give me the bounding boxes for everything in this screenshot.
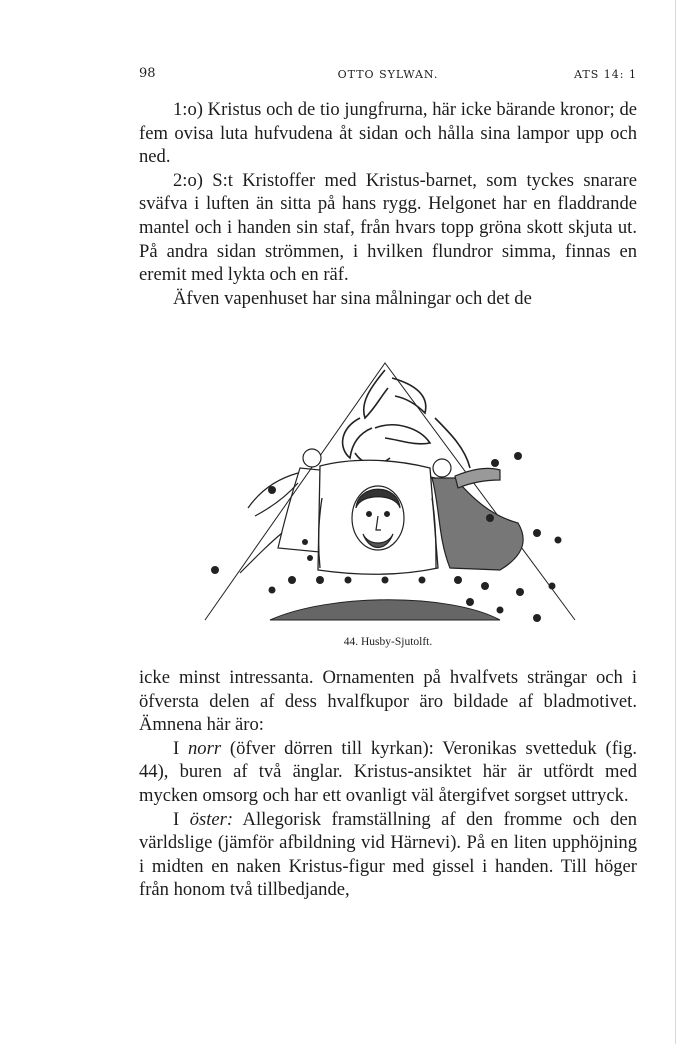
paragraph-6: [139, 808, 637, 902]
paragraph-3: Äfven vapenhuset har sina målningar och det de: [173, 287, 532, 309]
page-edge-line: [675, 0, 676, 1044]
paragraph-2: 2:o) S:t Kristoffer med Kristus-barnet, som tyckes snarare sväfva i luften än sitta på hans rygg. Helgonet har en fladdrande mantel och i handen sin staf, från hvars topp gröna skott skjuta ut. På andra sidan strömmen, i hvilken flundror simma, finnas en eremit med lykta och en räf.: [139, 169, 637, 286]
paragraph-6-rest: Allegorisk framställning af den fromme och den världslige (jämför afbildning vid Härnevi). På en liten upphöjning i midten en naken Kristus-figur med gissel i handen. Till höger från honom två tillbedjande,: [139, 808, 637, 901]
veronica-sudarium-drawing: [200, 358, 580, 628]
paragraph-4: icke minst intressanta. Ornamenten på hvalfvets strängar och i öfversta delen af dess hvalfkupor äro bildade af bladmotivet. Ämnena här äro:: [139, 667, 637, 736]
ground-mound: [270, 600, 500, 620]
paragraph-5-emphasis: norr: [188, 737, 222, 759]
running-header: [139, 66, 637, 84]
leaf-ornament: [343, 370, 470, 472]
paragraph-6-lead: I: [173, 808, 190, 830]
figure-44-illustration: [200, 358, 580, 628]
body-text-bottom: [139, 666, 637, 902]
paragraph-5-rest: (öfver dörren till kyrkan): Veronikas svetteduk (fig. 44), buren af två änglar. Kristus-ansiktet här är utfördt med mycken omsorg och har ett ovanligt väl återgifvet sorgset uttryck.: [139, 737, 638, 806]
running-head-signature: ATS 14: 1: [574, 68, 637, 81]
running-head-author: OTTO SYLWAN.: [337, 68, 439, 81]
paragraph-1: 1:o) Kristus och de tio jungfrurna, här icke bärande kronor; de fem ovisa luta hufvudena åt sidan och hålla sina lampor upp och ned.: [139, 99, 637, 168]
figure-caption: 44. Husby-Sjutolft.: [343, 636, 433, 648]
paragraph-5-lead: I: [173, 737, 188, 759]
page-number: 98: [139, 66, 156, 81]
christ-face: [352, 486, 404, 550]
paragraph-5: [139, 737, 637, 808]
paragraph-6-emphasis: öster:: [189, 808, 234, 830]
body-text-top: [139, 98, 637, 310]
